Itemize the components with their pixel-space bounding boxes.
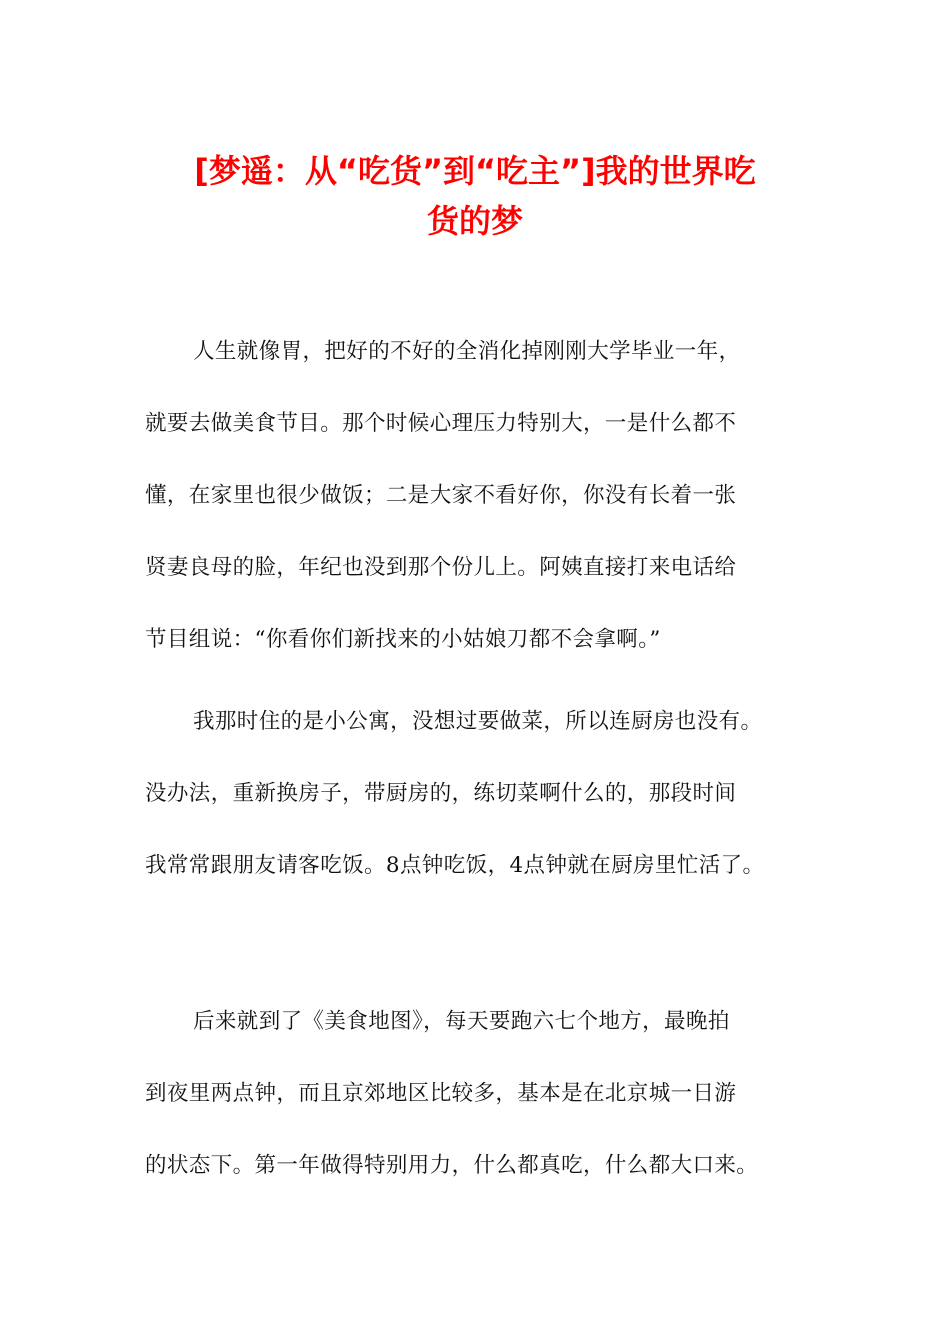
paragraph-line: 的状态下。第一年做得特别用力，什么都真吃，什么都大口来。 [145,1153,759,1178]
title-line: [梦遥：从“吃货”到“吃主”]我的世界吃 [194,152,756,190]
paragraph-line: 贤妻良母的脸，年纪也没到那个份儿上。阿姨直接打来电话给 [145,555,737,580]
paragraph-line: 没办法，重新换房子，带厨房的，练切菜啊什么的，那段时间 [145,781,737,806]
paragraph-line: 懂，在家里也很少做饭；二是大家不看好你，你没有长着一张 [145,483,737,508]
paragraph-3 [145,986,815,1202]
paragraph-2 [145,686,815,902]
paragraph-line: 人生就像胃，把好的不好的全消化掉刚刚大学毕业一年， [193,339,741,364]
paragraph-line: 我那时住的是小公寓，没想过要做菜，所以连厨房也没有。 [193,709,763,734]
paragraph-line: 后来就到了《美食地图》，每天要跑六七个地方，最晚拍 [193,1009,730,1034]
paragraph-line: 到夜里两点钟，而且京郊地区比较多，基本是在北京城一日游 [145,1081,737,1106]
document-title [120,146,830,246]
title-line: 货的梦 [426,202,523,240]
paragraph-line: 节目组说：“你看你们新找来的小姑娘刀都不会拿啊。” [145,627,661,652]
paragraph-line: 就要去做美食节目。那个时候心理压力特别大，一是什么都不 [145,411,737,436]
paragraph-1 [145,316,815,676]
paragraph-line: 我常常跟朋友请客吃饭。8点钟吃饭，4点钟就在厨房里忙活了。 [145,853,765,878]
